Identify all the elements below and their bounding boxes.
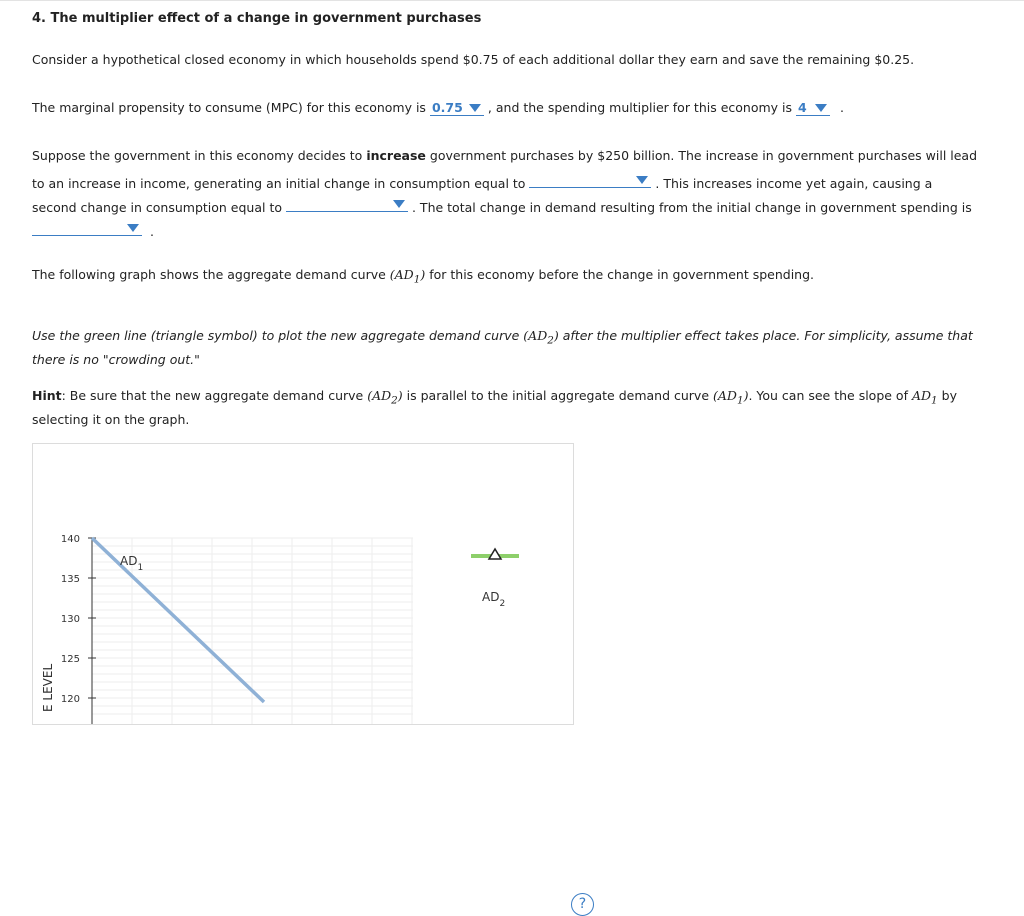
chevron-down-icon [636,176,648,184]
graph-panel[interactable] [32,443,587,912]
ad-graph[interactable] [33,444,573,724]
initial-consumption-dropdown[interactable] [529,172,651,188]
mpc-sentence: The marginal propensity to consume (MPC) for this economy is 0.75 , and the spending multiplier for this economy is 4 . [32,100,844,115]
para2-line2: to an increase in income, generating an initial change in consumption equal to . This increases income yet again, causing a [32,172,932,192]
ad1-curve[interactable] [92,538,264,702]
instruction-line2: there is no "crowding out." [32,352,200,367]
multiplier-dropdown[interactable]: 4 [796,100,830,116]
para2-line1: Suppose the government in this economy decides to increase government purchases by $250 billion. The increase in government purchases will lead [32,148,978,163]
y-axis-ticks [61,534,96,705]
instruction-line1: Use the green line (triangle symbol) to plot the new aggregate demand curve $(AD_2)$ after the multiplier effect takes place. For simplicity, assume that [32,328,973,347]
y-tick-label: 135 [60,574,80,585]
chevron-down-icon [393,200,405,208]
total-change-dropdown[interactable] [32,220,142,236]
chevron-down-icon [469,104,481,112]
para2-line3: second change in consumption equal to . The total change in demand resulting from the initial change in government spending is [32,196,972,216]
para2-line4: . [32,220,154,240]
hint-line2: selecting it on the graph. [32,412,190,427]
mpc-dropdown[interactable]: 0.75 [430,100,484,116]
chevron-down-icon [127,224,139,232]
question-title: 4. The multiplier effect of a change in government purchases [32,11,482,26]
y-tick-label: 125 [60,654,80,665]
second-consumption-dropdown[interactable] [286,196,408,212]
ad2-legend-label: $AD_2$ [482,590,506,609]
hint-line1: Hint: Be sure that the new aggregate demand curve $(AD_2)$ is parallel to the initial aggregate demand curve $(AD_1)$. You can see the slope of $AD_1$ by [32,388,957,407]
y-axis-label: E LEVEL [41,663,55,712]
y-tick-label: 130 [60,614,80,625]
top-divider [0,0,1024,1]
y-tick-label: 120 [60,694,80,705]
y-tick-label: 140 [60,534,80,545]
help-icon[interactable]: ? [571,893,594,916]
ad1-label: $AD_1$ [120,554,144,573]
intro-text: Consider a hypothetical closed economy in which households spend $0.75 of each additional dollar they earn and save the remaining $0.25. [32,52,915,67]
graph-intro-text: The following graph shows the aggregate demand curve $(AD_1)$ for this economy before the change in government spending. [32,267,814,286]
chevron-down-icon [815,104,827,112]
